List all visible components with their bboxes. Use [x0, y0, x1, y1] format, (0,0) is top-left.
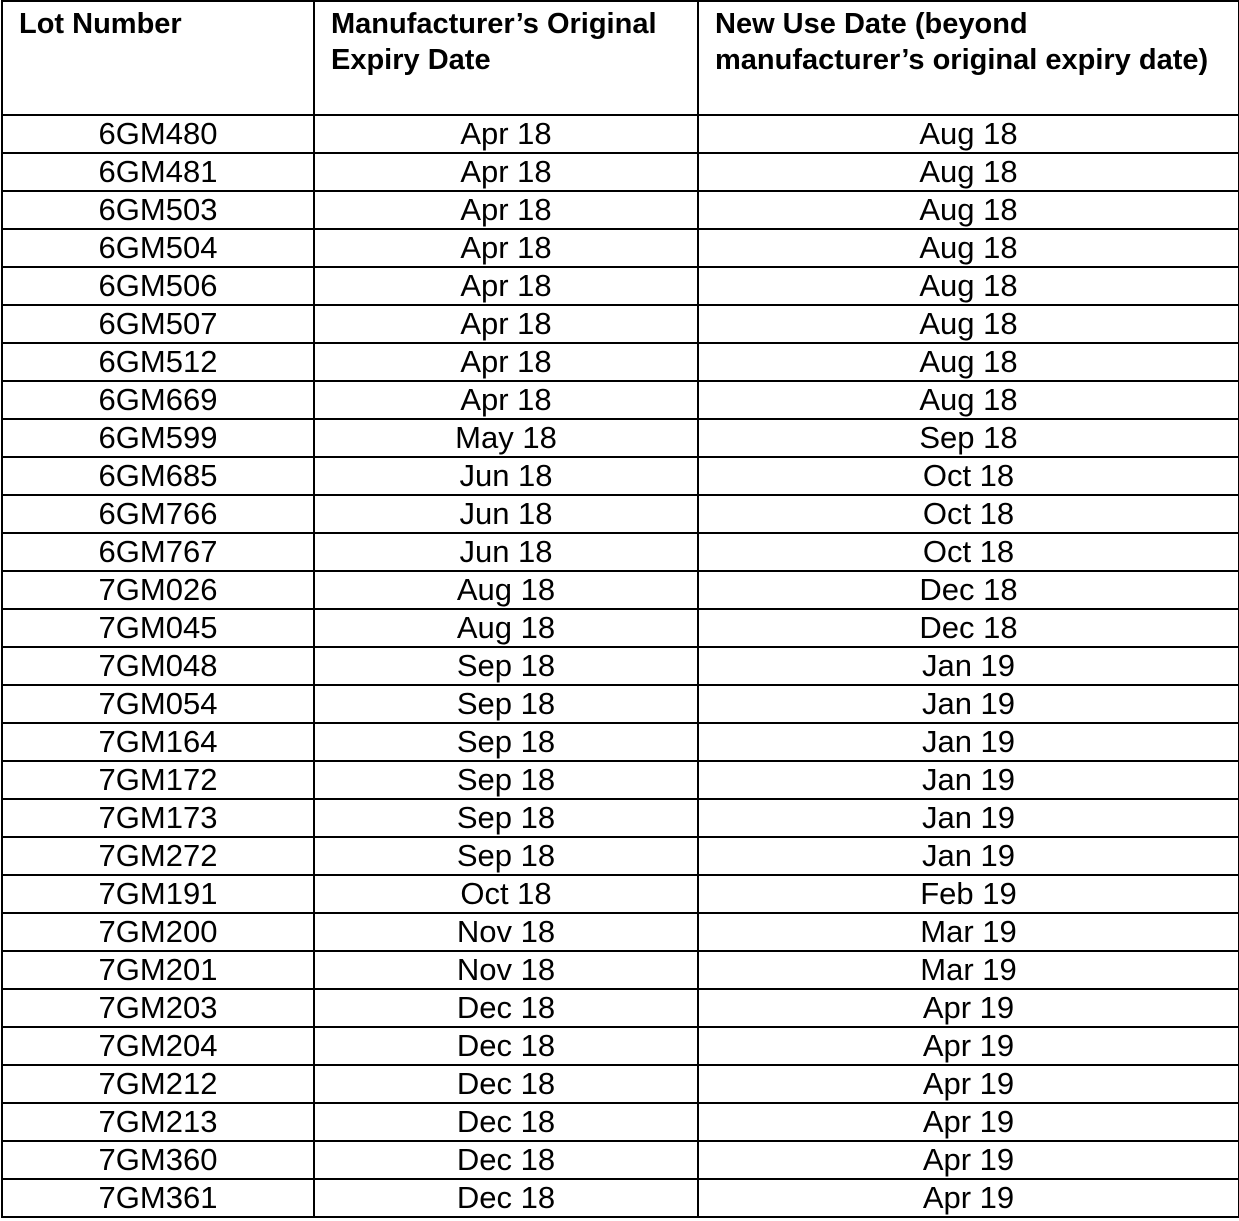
table-row	[2, 989, 1239, 1027]
original-expiry-cell: Aug 18	[314, 609, 698, 647]
original-expiry-cell: Dec 18	[314, 1027, 698, 1065]
new-use-date-cell: Aug 18	[698, 267, 1239, 305]
original-expiry-cell: May 18	[314, 419, 698, 457]
table-row	[2, 609, 1239, 647]
table-row	[2, 533, 1239, 571]
lot-number-cell: 7GM360	[2, 1141, 314, 1179]
new-use-date-cell: Feb 19	[698, 875, 1239, 913]
original-expiry-cell: Apr 18	[314, 267, 698, 305]
new-use-date-cell: Jan 19	[698, 723, 1239, 761]
lot-number-cell: 7GM164	[2, 723, 314, 761]
new-use-date-cell: Aug 18	[698, 381, 1239, 419]
original-expiry-cell: Apr 18	[314, 381, 698, 419]
new-use-date-cell: Oct 18	[698, 533, 1239, 571]
lot-number-cell: 7GM172	[2, 761, 314, 799]
original-expiry-cell: Apr 18	[314, 153, 698, 191]
original-expiry-cell: Sep 18	[314, 685, 698, 723]
table-row	[2, 1141, 1239, 1179]
original-expiry-cell: Apr 18	[314, 191, 698, 229]
table-row	[2, 1179, 1239, 1217]
original-expiry-cell: Apr 18	[314, 343, 698, 381]
table-row	[2, 305, 1239, 343]
original-expiry-cell: Dec 18	[314, 1065, 698, 1103]
original-expiry-cell: Dec 18	[314, 1141, 698, 1179]
new-use-date-cell: Jan 19	[698, 685, 1239, 723]
original-expiry-cell: Apr 18	[314, 115, 698, 153]
original-expiry-cell: Sep 18	[314, 723, 698, 761]
original-expiry-cell: Apr 18	[314, 229, 698, 267]
table-row	[2, 571, 1239, 609]
original-expiry-cell: Apr 18	[314, 305, 698, 343]
table-row	[2, 1065, 1239, 1103]
table-row	[2, 419, 1239, 457]
lot-number-cell: 7GM212	[2, 1065, 314, 1103]
header-lot-number: Lot Number	[2, 1, 314, 115]
table-row	[2, 115, 1239, 153]
table-row	[2, 343, 1239, 381]
new-use-date-cell: Apr 19	[698, 989, 1239, 1027]
lot-number-cell: 6GM506	[2, 267, 314, 305]
table-row	[2, 723, 1239, 761]
lot-number-cell: 6GM685	[2, 457, 314, 495]
table-row	[2, 799, 1239, 837]
new-use-date-cell: Apr 19	[698, 1103, 1239, 1141]
table-body	[2, 115, 1239, 1217]
original-expiry-cell: Oct 18	[314, 875, 698, 913]
lot-number-cell: 6GM481	[2, 153, 314, 191]
table-row	[2, 837, 1239, 875]
new-use-date-cell: Aug 18	[698, 115, 1239, 153]
new-use-date-cell: Oct 18	[698, 457, 1239, 495]
original-expiry-cell: Sep 18	[314, 761, 698, 799]
table-row	[2, 267, 1239, 305]
lot-number-cell: 6GM766	[2, 495, 314, 533]
table-row	[2, 761, 1239, 799]
new-use-date-cell: Aug 18	[698, 153, 1239, 191]
lot-number-cell: 7GM045	[2, 609, 314, 647]
table-row	[2, 875, 1239, 913]
header-new-use-date: New Use Date (beyond manufacturer’s original expiry date)	[698, 1, 1239, 115]
original-expiry-cell: Nov 18	[314, 913, 698, 951]
original-expiry-cell: Nov 18	[314, 951, 698, 989]
new-use-date-cell: Dec 18	[698, 571, 1239, 609]
original-expiry-cell: Aug 18	[314, 571, 698, 609]
table-row	[2, 913, 1239, 951]
lot-number-cell: 6GM599	[2, 419, 314, 457]
lot-number-cell: 7GM203	[2, 989, 314, 1027]
new-use-date-cell: Jan 19	[698, 799, 1239, 837]
new-use-date-cell: Mar 19	[698, 951, 1239, 989]
new-use-date-cell: Jan 19	[698, 761, 1239, 799]
table-row	[2, 191, 1239, 229]
new-use-date-cell: Apr 19	[698, 1065, 1239, 1103]
original-expiry-cell: Dec 18	[314, 1179, 698, 1217]
original-expiry-cell: Dec 18	[314, 1103, 698, 1141]
lot-number-cell: 7GM204	[2, 1027, 314, 1065]
lot-number-cell: 7GM272	[2, 837, 314, 875]
original-expiry-cell: Jun 18	[314, 533, 698, 571]
new-use-date-cell: Aug 18	[698, 229, 1239, 267]
lot-number-cell: 7GM200	[2, 913, 314, 951]
table-row	[2, 229, 1239, 267]
lot-number-cell: 6GM767	[2, 533, 314, 571]
table-row	[2, 381, 1239, 419]
lot-number-cell: 6GM480	[2, 115, 314, 153]
table-row	[2, 153, 1239, 191]
lot-number-cell: 7GM361	[2, 1179, 314, 1217]
table-row	[2, 495, 1239, 533]
lot-number-cell: 7GM173	[2, 799, 314, 837]
lot-number-cell: 7GM201	[2, 951, 314, 989]
lot-expiry-table	[1, 0, 1239, 1218]
lot-number-cell: 6GM669	[2, 381, 314, 419]
original-expiry-cell: Sep 18	[314, 647, 698, 685]
lot-number-cell: 6GM504	[2, 229, 314, 267]
new-use-date-cell: Aug 18	[698, 191, 1239, 229]
table-row	[2, 685, 1239, 723]
header-original-expiry-date: Manufacturer’s Original Expiry Date	[314, 1, 698, 115]
table-row	[2, 1027, 1239, 1065]
new-use-date-cell: Aug 18	[698, 343, 1239, 381]
table-row	[2, 1103, 1239, 1141]
new-use-date-cell: Dec 18	[698, 609, 1239, 647]
original-expiry-cell: Dec 18	[314, 989, 698, 1027]
table-row	[2, 457, 1239, 495]
lot-number-cell: 7GM054	[2, 685, 314, 723]
lot-number-cell: 7GM026	[2, 571, 314, 609]
lot-number-cell: 7GM191	[2, 875, 314, 913]
lot-number-cell: 6GM507	[2, 305, 314, 343]
lot-number-cell: 6GM512	[2, 343, 314, 381]
new-use-date-cell: Jan 19	[698, 837, 1239, 875]
original-expiry-cell: Jun 18	[314, 457, 698, 495]
new-use-date-cell: Sep 18	[698, 419, 1239, 457]
table-row	[2, 951, 1239, 989]
new-use-date-cell: Mar 19	[698, 913, 1239, 951]
lot-number-cell: 6GM503	[2, 191, 314, 229]
new-use-date-cell: Apr 19	[698, 1027, 1239, 1065]
table-row	[2, 647, 1239, 685]
new-use-date-cell: Apr 19	[698, 1179, 1239, 1217]
original-expiry-cell: Sep 18	[314, 837, 698, 875]
new-use-date-cell: Aug 18	[698, 305, 1239, 343]
new-use-date-cell: Jan 19	[698, 647, 1239, 685]
new-use-date-cell: Apr 19	[698, 1141, 1239, 1179]
original-expiry-cell: Jun 18	[314, 495, 698, 533]
original-expiry-cell: Sep 18	[314, 799, 698, 837]
header-row	[2, 1, 1239, 115]
lot-number-cell: 7GM213	[2, 1103, 314, 1141]
new-use-date-cell: Oct 18	[698, 495, 1239, 533]
lot-number-cell: 7GM048	[2, 647, 314, 685]
